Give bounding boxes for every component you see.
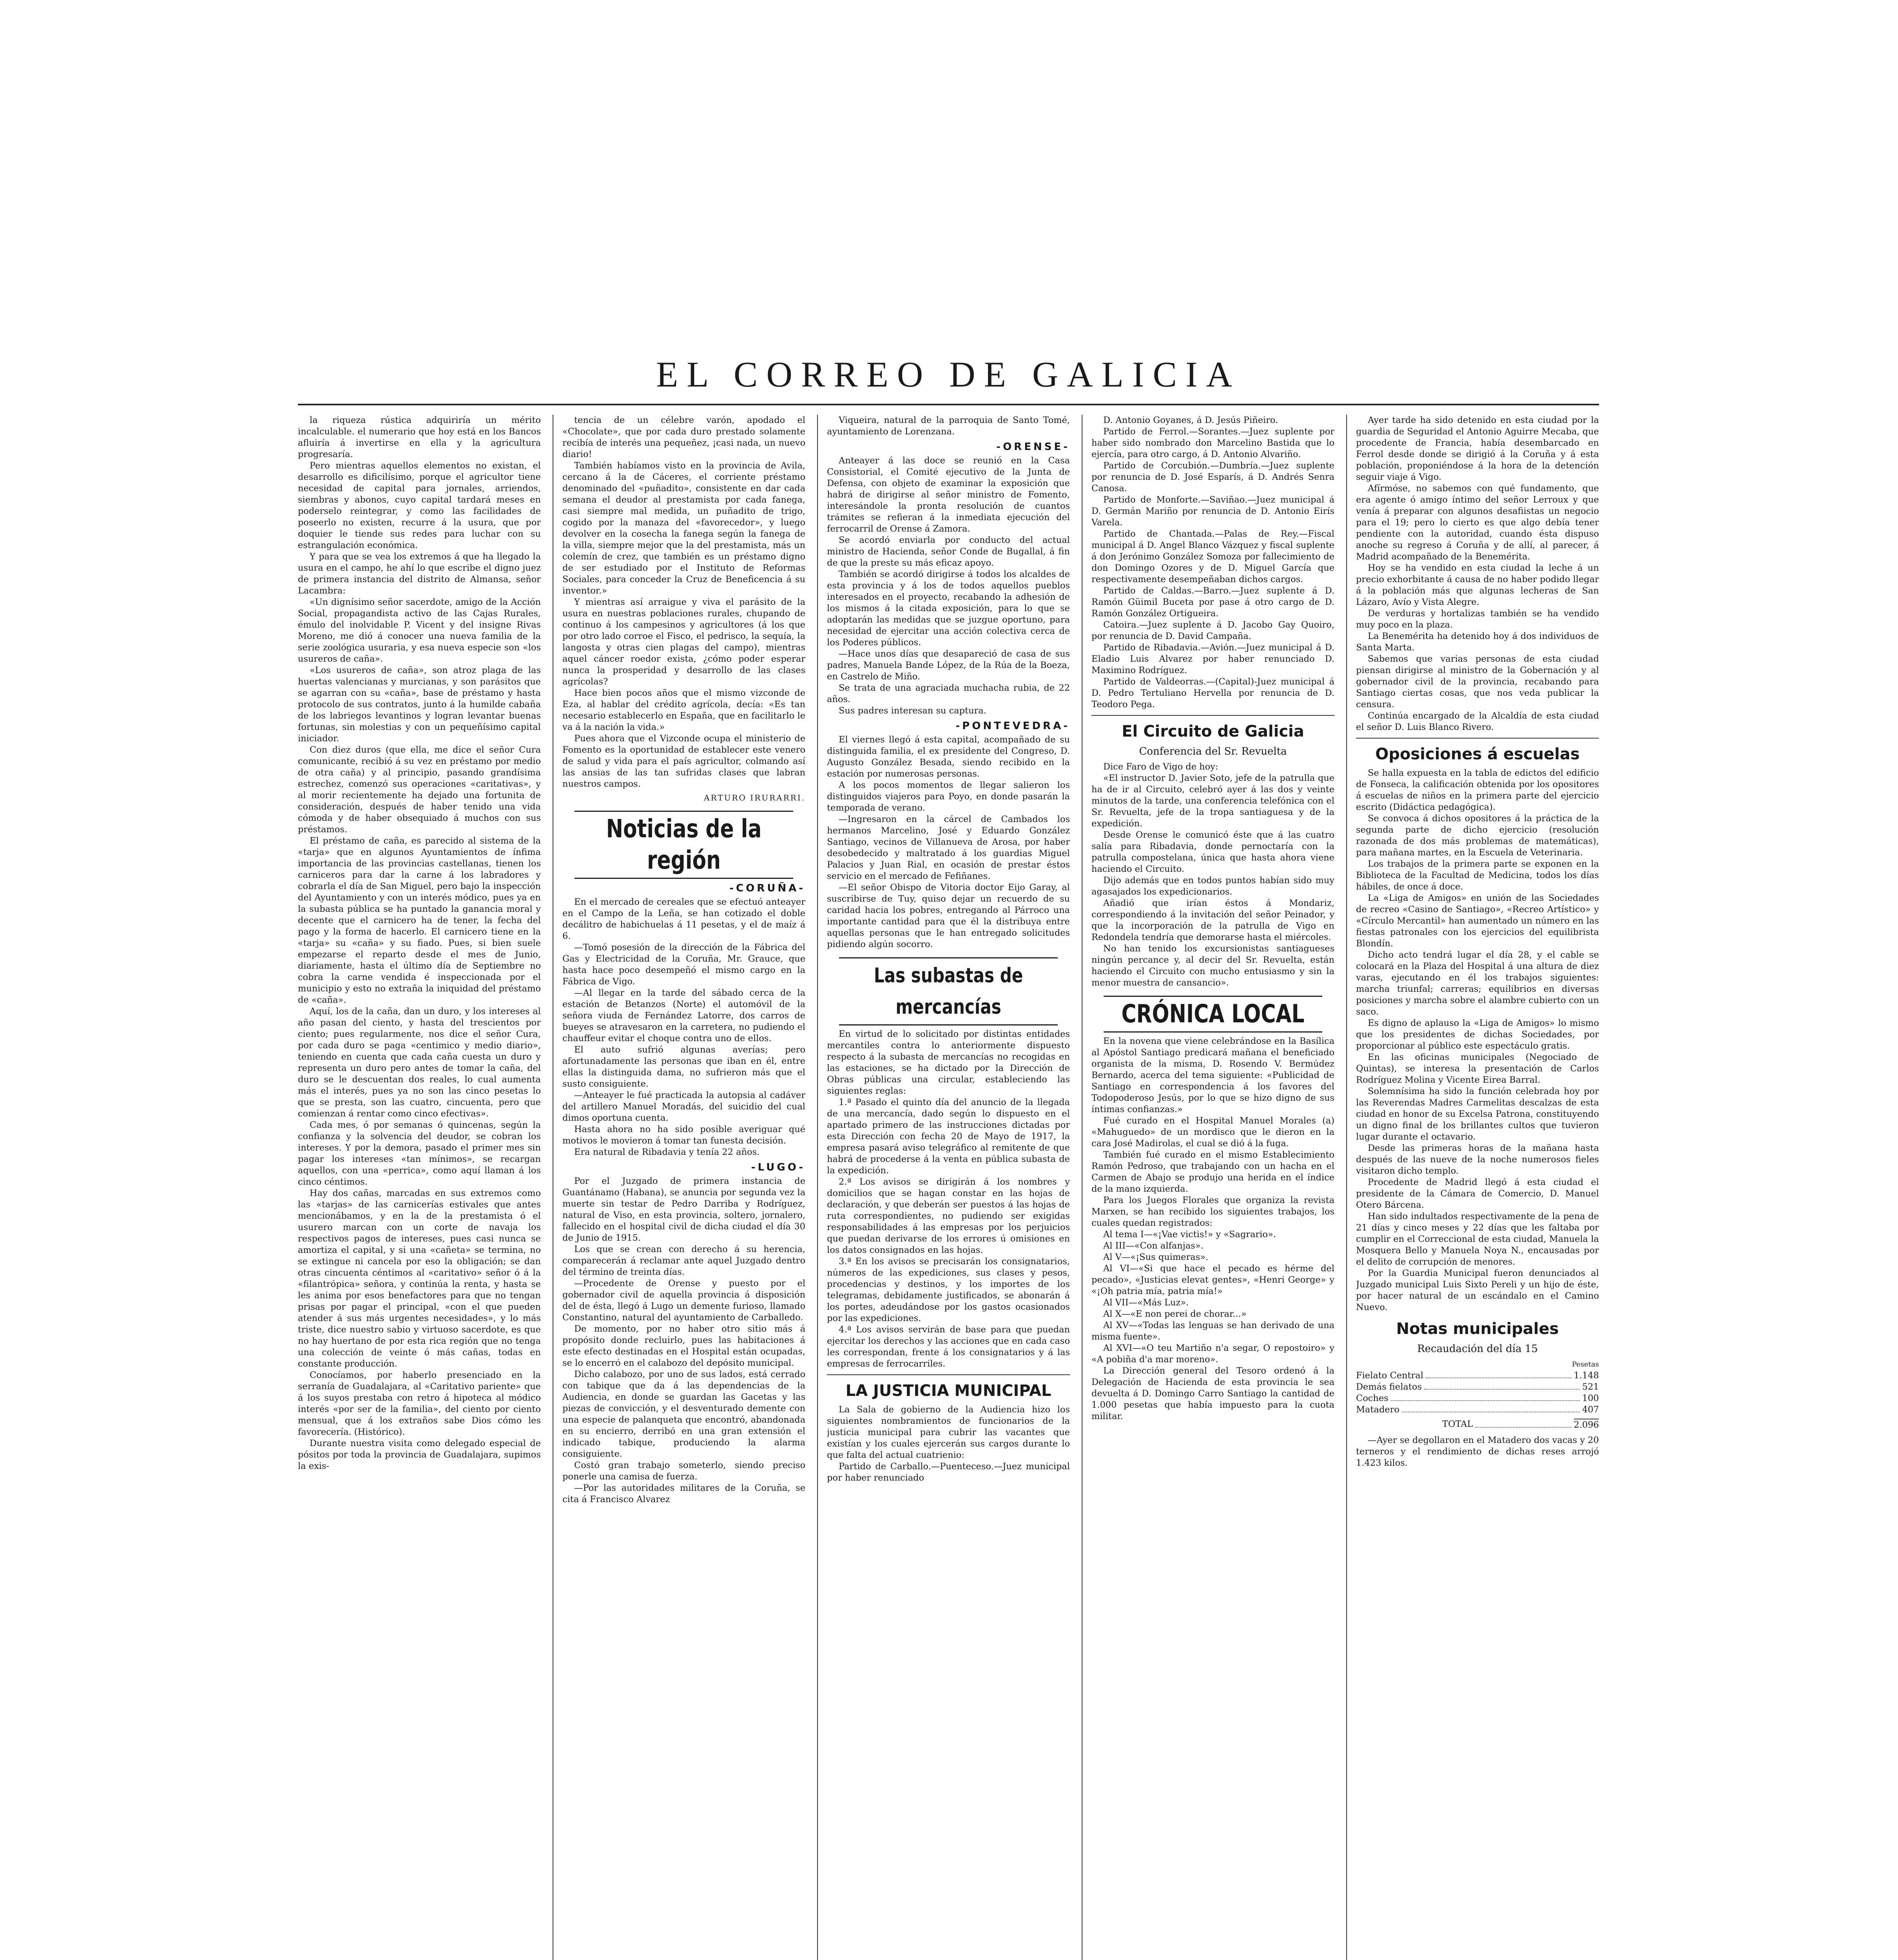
paragraph: Partido de Caldas.—Barro.—Juez suplente á D. Ramón Güimil Buceta por pase á otro cargo de D. Ramón González Ortigueira. — [1091, 586, 1334, 619]
paragraph: En el mercado de cereales que se efectuó anteayer en el Campo de la Leña, se han cotizado el doble decálitro de habichuelas á 11 pesetas, y el de maíz á 6. — [562, 897, 805, 941]
paragraph: Por el Juzgado de primera instancia de Guantánamo (Habana), se anuncia por segunda vez la muerte sin testar de Pedro Darriba y Rodríguez, natural de Viso, en esta provincia, soltero, jornalero, fallecido en el hospital civil de dicha ciudad el día 30 de Junio de 1915. — [562, 1176, 805, 1243]
paragraph: Dicho calabozo, por uno de sus lados, está cerrado con tabique que da á las dependencias de la Audiencia, en donde se guardan las Gacetas y las piezas de convicción, y el desventurado demente con una especie de palanqueta que encontró, abandonada en su encierro, derribó en una gran extensión el indicado tabique, produciendo la alarma consiguiente. — [562, 1369, 805, 1459]
paragraph: Los que se crean con derecho á su herencia, comparecerán á reclamar ante aquel Juzgado dentro del término de treinta días. — [562, 1244, 805, 1277]
article-signature: ARTURO IRURARRI. — [704, 793, 805, 802]
paragraph: 2.ª Los avisos se dirigirán á los nombres y domicilios que se hagan constar en las hojas de declaración, y que deberán ser puestos á las hojas de ruta correspondientes, no pudiendo ser exigidas responsabilidades á las empresas por los perjuicios que puedan derivarse de los errores ú omisiones en los datos consignados en las hojas. — [827, 1177, 1070, 1255]
paragraph: Por la Guardia Municipal fueron denunciados al Juzgado municipal Luis Sixto Pereli y un hijo de éste, por hacer natural de un escándalo en el Camino Nuevo. — [1356, 1268, 1599, 1312]
matadero-note: —Ayer se degollaron en el Matadero dos vacas y 20 terneros y el rendimiento de dichas reses arrojó 1.423 kilos. — [1356, 1435, 1599, 1468]
table-row — [1356, 1381, 1599, 1393]
table-row — [1356, 1393, 1599, 1404]
paragraph: Sus padres interesan su captura. — [839, 706, 986, 716]
paragraph: La Benemérita ha detenido hoy á dos individuos de Santa Marta. — [1356, 631, 1599, 653]
paragraph: Solemnísima ha sido la función celebrada hoy por las Reverendas Madres Carmelitas descalzas de esta ciudad en honor de su Excelsa Patrona, constituyendo un digno final de los brillantes cultos que tuvieron lugar durante el octavario. — [1356, 1086, 1599, 1142]
paragraph: También fué curado en el mismo Establecimiento Ramón Pedroso, que trabajando con un hacha en el Carmen de Abajo se produjo una herida en el índice de la mano izquierda. — [1091, 1150, 1334, 1194]
paragraph: —Al llegar en la tarde del sábado cerca de la estación de Betanzos (Norte) el automóvil de la señora viuda de Fernández Latorre, dos carros de bueyes se atravesaron en la carretera, no pudiendo el chauffeur evitar el choque contra uno de ellos. — [562, 988, 805, 1044]
paragraph: Y para que se vea los extremos á que ha llegado la usura en el campo, he ahí lo que escribe el digno juez de primera instancia del distrito de Almansa, señor Lacambra: — [298, 552, 541, 596]
column-3 — [827, 415, 1070, 1960]
paragraph: Hoy se ha vendido en esta ciudad la leche á un precio exhorbitante á causa de no haber podido llegar á la población más que algunas lecheras de San Lázaro, Avío y Vista Alegre. — [1356, 563, 1599, 607]
paragraph: Dice Faro de Vigo de hoy: — [1103, 762, 1218, 772]
paragraph: Al X—«E non perei de chorar...» — [1103, 1309, 1247, 1319]
paragraph: Fué curado en el Hospital Manuel Morales (a) «Mahuguedo» de un mordisco que le dieron en la cara José Madirolas, el cual se dió á la fuga. — [1091, 1116, 1334, 1149]
paragraph: Afírmóse, no sabemos con qué fundamento, que era agente ó amigo íntimo del señor Lerroux y que venía á preparar con algunos desafiistas un negocio para el 19; pero lo cierto es que algo debía tener pendiente con la autoridad, cuando ésta dispuso anoche su regreso á Coruña y de allí, al parecer, á Madrid acompañado de la Benemérita. — [1356, 483, 1599, 562]
paragraph: Para los Juegos Florales que organiza la revista Marxen, se han recibido los siguientes trabajos, los cuales quedan registrados: — [1091, 1195, 1334, 1228]
paragraph: Al VII—«Más Luz». — [1103, 1298, 1189, 1308]
paragraph: —Por las autoridades militares de la Coruña, se cita á Francisco Alvarez — [562, 1483, 805, 1504]
paragraph: Y mientras así arraigue y viva el parásito de la usura en nuestras poblaciones rurales, chupando de continuo á los campesinos y agricultores (á los que por otro lado corroe el Fisco, el pedrisco, la sequía, la langosta y otras cien plagas del campo), mientras aquel cáncer roedor exista, ¿cómo poder esperar nunca la prosperidad y desarrollo de las clases agrícolas? — [562, 597, 805, 687]
row-value: 521 — [1582, 1382, 1599, 1392]
paragraph: No han tenido los excursionistas santiagueses ningún percance y, al decir del Sr. Revuelta, están haciendo el Circuito con mucho entusiasmo y sin la menor muestra de cansancio». — [1091, 944, 1334, 988]
paragraph: —Procedente de Orense y puesto por el gobernador civil de aquella provincia á disposición del de ésta, llegó á Lugo un demente furioso, llamado Constantino, natural del ayuntamiento de Carballedo. — [562, 1278, 805, 1323]
paragraph: Conocíamos, por haberlo presenciado en la serranía de Guadalajara, al «Caritativo pariente» que á los suyos prestaba con retro á hipoteca al módico interés «por ser de la familia», del ciento por ciento mensual, que á los extraños sabe Dios cómo les favorecería. (Histórico). — [298, 1370, 541, 1437]
paragraph: Se trata de una agraciada muchacha rubia, de 22 años. — [827, 683, 1070, 704]
paragraph: la riqueza rústica adquiriría un mérito incalculable. el numerario que hoy está en los Bancos afluiría á invertirse en ella y la agricultura progresaría. — [298, 415, 541, 459]
paragraph: De momento, por no haber otro sitio más á propósito donde recluirlo, pues las habitaciones á este efecto destinadas en el Hospital están ocupadas, se lo encerró en el calabozo del depósito municipal. — [562, 1324, 805, 1368]
news-coruna — [562, 897, 805, 1158]
column-4 — [1091, 415, 1334, 1960]
section-heading-circuito: El Circuito de Galicia — [1122, 722, 1304, 740]
paragraph: «Un dignísimo señor sacerdote, amigo de la Acción Social, propagandista activo de las Cajas Rurales, émulo del inolvidable P. Vicent y del insigne Rivas Moreno, me dió á conocer una nueva familia de la serie zoológica usuraria, y esa nueva especie son «los usureros de caña». — [298, 597, 541, 664]
paragraph: Al VI—«Si que hace el pecado es hérme del pecado», «Justicias elevat gentes», «Henri George» y «¡Oh patria mía, patria mía!» — [1091, 1263, 1334, 1296]
paragraph: La Dirección general del Tesoro ordenó á la Delegación de Hacienda de esta provincia le sea devuelta á D. Domingo Carro Santiago la cantidad de 1.000 pesetas que había impuesto para la cuota militar. — [1091, 1366, 1334, 1421]
table-row — [1356, 1404, 1599, 1416]
article-cronica — [1091, 1036, 1334, 1422]
paragraph: Al tema I—«¡Vae victis!» y «Sagrario». — [1103, 1229, 1276, 1240]
news-lugo-continued — [827, 415, 1070, 437]
paragraph: Se acordó enviarla por conducto del actual ministro de Hacienda, señor Conde de Bugallal, á fin de que la preste su más eficaz apoyo. — [827, 535, 1070, 568]
paragraph: También habíamos visto en la provincia de Avila, cercano á la de Cáceres, el corriente préstamo denominado del «puñadito», consistente en dar cada semana el deudor al prestamista por cada fanega, casi siempre mal medida, un puñadito de trigo, cogido por la manaza del «favorecedor», y luego devolver en la cosecha la fanega según la fanega de la villa, siempre mejor que la del prestamista, más un colemín de crez, que también es un préstamo digno de ser estudiado por el Instituto de Reformas Sociales, para conceder la Cruz de Beneficencia á su inventor.» — [562, 461, 805, 596]
total-label: TOTAL — [1442, 1419, 1473, 1429]
paragraph: En las oficinas municipales (Negociado de Quintas), se interesa la presentación de Carlos Rodríguez Molina y Vicente Eirea Barral. — [1356, 1052, 1599, 1085]
paragraph: Dijo además que en todos puntos habían sido muy agasajados los expedicionarios. — [1091, 875, 1334, 897]
masthead: EL CORREO DE GALICIA — [656, 354, 1241, 394]
article-subastas — [827, 1029, 1070, 1370]
row-value: 1.148 — [1574, 1370, 1599, 1381]
column-divider — [1346, 415, 1347, 1960]
paragraph: Se convoca á dichos opositores á la práctica de la segunda parte de dicho ejercicio (resolución razonada de dos más problemas de matemáticas), para mañana martes, en la Escuela de Veterinaria. — [1356, 813, 1599, 858]
paragraph: De verduras y hortalizas también se ha vendido muy poco en la plaza. — [1356, 608, 1599, 630]
article-local-news — [1356, 415, 1599, 733]
paragraph: También se acordó dirigirse á todos los alcaldes de esta provincia y á los de todos aquellos pueblos interesados en el proyecto, recabando la adhesión de los mismos á la citada exposición, para lo que se adoptarán las medidas que se juzgue oportuno, para necesidad de ejercitar una acción colectiva cerca de los Poderes públicos. — [827, 569, 1070, 648]
paragraph: Desde las primeras horas de la mañana hasta después de las nueve de la noche numerosos fieles visitaron dicho templo. — [1356, 1143, 1599, 1176]
section-heading-cronica: CRÓNICA LOCAL — [1104, 996, 1322, 1033]
paragraph: Hace bien pocos años que el mismo vizconde de Eza, al hablar del crédito agrícola, decía: «Es tan necesario establecerlo en España, que en facilitarlo le va á la nación la vida.» — [562, 688, 805, 732]
subheading-recaudacion: Recaudación del día 15 — [1417, 1343, 1538, 1355]
paragraph: Partido de Valdeorras.—(Capital)-Juez municipal á D. Pedro Tertuliano Hervella por renuncia de D. Teodoro Pega. — [1091, 677, 1334, 710]
row-label: Coches — [1356, 1393, 1389, 1403]
news-lugo — [562, 1176, 805, 1505]
article-circuito — [1091, 761, 1334, 989]
paragraph: Añadió que irían éstos á Mondariz, correspondiendo á la invitación del señor Peinador, y que la incorporación de la patrulla de Vigo en Redondela tendría que demorarse hasta el miércoles. — [1091, 898, 1334, 942]
section-heading-noticias: Noticias de la región — [575, 811, 793, 879]
paragraph: Viqueira, natural de la parroquia de Santo Tomé, ayuntamiento de Lorenzana. — [827, 415, 1070, 437]
paragraph: —Ingresaron en la cárcel de Cambados los hermanos Marcelino, José y Eduardo González Santiago, vecinos de Villanueva de Arosa, por haber desobedecido y maltratado á los guardias Miguel Palacios y Juan Rial, en ocasión de prestar éstos servicio en el mercado de Fefiñanes. — [827, 814, 1070, 881]
pesetas-label: Pesetas — [1572, 1360, 1599, 1368]
paragraph: Se halla expuesta en la tabla de edictos del edificio de Fonseca, la calificación obtenida por los opositores á escuelas de niños en la primera parte del ejercicio escrito (Didáctica pedagógica). — [1356, 768, 1599, 812]
paragraph: La «Liga de Amigos» en unión de las Sociedades de recreo «Casino de Santiago», «Recreo Artístico» y «Círculo Mercantil» han aumentado un número en las fiestas patronales con los ejercicios del equilibrista Blondín. — [1356, 893, 1599, 949]
newspaper-page — [298, 345, 1599, 1960]
paragraph: Partido de Corcubión.—Dumbría.—Juez suplente por renuncia de D. José Esparís, á D. Andrés Senra Canosa. — [1091, 461, 1334, 494]
paragraph: Los trabajos de la primera parte se exponen en la Biblioteca de la Facultad de Medicina, todos los días hábiles, de once á doce. — [1356, 859, 1599, 892]
paragraph: Partido de Chantada.—Palas de Rey.—Fiscal municipal á D. Angel Blanco Vázquez y fiscal suplente á don Jerónimo González Somoza por fallecimiento de don Domingo Ozores y de D. Miguel García que respectivamente desempeñaban dichos cargos. — [1091, 529, 1334, 584]
paragraph: Han sido indultados respectivamente de la pena de 21 días y cinco meses y 22 días que les faltaba por cumplir en el Correccional de esta ciudad, Manuela la Mosquera Bello y Manuela Noya N., encausadas por el delito de corrupción de menores. — [1356, 1211, 1599, 1267]
paragraph: D. Antonio Goyanes, á D. Jesús Piñeiro. — [1103, 415, 1278, 425]
masthead-rule — [298, 404, 1599, 405]
column-divider — [817, 415, 818, 1960]
paragraph: Es digno de aplauso la «Liga de Amigos» lo mismo que los presidentes de dichas Sociedades, por proporcionar al público este espectáculo gratis. — [1356, 1018, 1599, 1051]
paragraph: Partido de Ribadavia.—Avión.—Juez municipal á D. Eladio Luis Alvarez por haber renunciado D. Maximino Rodríguez. — [1091, 642, 1334, 675]
paragraph: Cada mes, ó por semanas ó quincenas, según la confianza y la solvencia del deudor, se cobran los intereses. Y por la demora, pasado el primer mes sin pagar los intereses «tan mínimos», se recargan aquellos, con una «perrica», como aquí llaman á los cinco céntimos. — [298, 1120, 541, 1187]
paragraph: Partido de Monforte.—Saviñao.—Juez municipal á D. Germán Mariño por renuncia de D. Antonio Eirís Varela. — [1091, 495, 1334, 528]
section-heading-justicia: LA JUSTICIA MUNICIPAL — [845, 1382, 1051, 1400]
news-pontevedra — [827, 734, 1070, 950]
table-total-row — [1356, 1419, 1599, 1431]
paragraph: Pues ahora que el Vizconde ocupa el ministerio de Fomento es la oportunidad de establecer este venero de salud y vida para el país agricultor, colmando así las ansias de las tan sufridas clases que labran nuestros campos. — [562, 733, 805, 789]
article-oposiciones — [1356, 768, 1599, 1313]
paragraph: El viernes llegó á esta capital, acompañado de su distinguida familia, el ex presidente del Congreso, D. Augusto González Besada, siendo recibido en la estación por numerosas personas. — [827, 735, 1070, 779]
paragraph: —El señor Obispo de Vitoria doctor Eijo Garay, al suscribirse de Tuy, quiso dejar un recuerdo de su caridad hacia los pobres, entregando al Párroco una importante cantidad para que él la distribuya entre aquellas personas que le han entregado solicitudes pidiendo algún socorro. — [827, 882, 1070, 949]
paragraph: «El instructor D. Javier Soto, jefe de la patrulla que ha de ir al Circuito, celebró ayer á las dos y veinte minutos de la tarde, una conferencia telefónica con el Sr. Revuelta, jefe de la tropa santiaguesa y de la expedición. — [1091, 773, 1334, 829]
paragraph: Aquí, los de la caña, dan un duro, y los intereses al año pasan del ciento, y hasta del trescientos por ciento; pues regularmente, nos dice el señor Cura, por cada duro se paga «centimico y medio diario», teniendo en cuenta que cada caña cuesta un duro y representa un duro pero antes de tomar la caña, del duro se le descuentan dos reales, lo cual aumenta más el interés, pues ya no son las cinco pesetas lo que se presta, son las cuatro, cincuenta, pero que comienzan á rentar como cinco efectivas». — [298, 1006, 541, 1119]
paragraph: 3.ª En los avisos se precisarán los consignatarios, números de las expediciones, sus clases y pesos, procedencias y destinos, y los importes de los telegramas, debidamente justificados, se abonarán á los portes, adeudándose por los gastos ocasionados por las expediciones. — [827, 1256, 1070, 1323]
paragraph: Catoira.—Juez suplente á D. Jacobo Gay Quoiro, por renuncia de D. David Campaña. — [1091, 620, 1334, 641]
paragraph: Sabemos que varias personas de esta ciudad piensan dirigirse al ministro de la Gobernación y al gobernador civil de la provincia, recabando para Santiago ciertas cosas, que nos veda publicar la censura. — [1356, 654, 1599, 710]
paragraph: Desde Orense le comunicó éste que á las cuatro salía para Ribadavia, donde pernoctaría con la patrulla compostelana, única que hasta ahora viene haciendo el Circuito. — [1091, 830, 1334, 874]
row-label: Matadero — [1356, 1405, 1399, 1415]
article-justicia-continued — [1091, 415, 1334, 710]
column-5 — [1356, 415, 1599, 1960]
paragraph: El auto sufrió algunas averías; pero afortunadamente las personas que iban en él, entre ellas la distinguida dama, no sufrieron más que el susto consiguiente. — [562, 1045, 805, 1089]
paragraph: La Sala de gobierno de la Audiencia hizo los siguientes nombramientos de funcionarios de la justicia municipal para cubrir las vacantes que existían y los cuales ejercerán sus cargos durante lo que falta del actual cuatrienio: — [827, 1405, 1070, 1460]
dateline-pontevedra: -PONTEVEDRA- — [955, 720, 1070, 732]
total-value: 2.096 — [1574, 1419, 1599, 1431]
section-heading-subastas: Las subastas de mercancías — [839, 957, 1058, 1025]
paragraph: —Hace unos días que desapareció de casa de sus padres, Manuela Bande López, de la Rúa de la Boeza, en Castrelo de Miño. — [827, 649, 1070, 682]
paragraph: Partido de Ferrol.—Sorantes.—Juez suplente por haber sido nombrado don Marcelino Bastida que lo ejercía, para otro cargo, á D. Antonio Alvariño. — [1091, 426, 1334, 459]
subheading-conferencia: Conferencia del Sr. Revuelta — [1139, 746, 1287, 757]
divider-rule — [1091, 715, 1334, 716]
paragraph: tencia de un célebre varón, apodado el «Chocolate», que por cada duro prestado solamente recibía de interés una pequeñez, ¡casi nada, un nuevo diario! — [562, 415, 805, 459]
paragraph: En virtud de lo solicitado por distintas entidades mercantiles contra lo anteriormente dispuesto respecto á la subasta de mercancías no recogidas en las estaciones, se ha dictado por la Dirección de Obras públicas una circular, estableciendo las siguientes reglas: — [827, 1029, 1070, 1096]
paragraph: Al III—«Con alfanjas». — [1103, 1241, 1204, 1251]
paragraph: Ayer tarde ha sido detenido en esta ciudad por la guardia de Seguridad el Antonio Aguirre Mecaba, que procedente de Francia, había desembarcado en Ferrol desde donde se dirigió á la Coruña y á esta población, proponiéndose á la hora de la detención seguir viaje á Vigo. — [1356, 415, 1599, 482]
paragraph: Procedente de Madrid llegó á esta ciudad el presidente de la Cámara de Comercio, D. Manuel Otero Bárcena. — [1356, 1177, 1599, 1210]
paragraph: Al XV—«Todas las lenguas se han derivado de una misma fuente». — [1091, 1320, 1334, 1342]
article-justicia — [827, 1404, 1070, 1484]
paragraph: Durante nuestra visita como delegado especial de pósitos por toda la provincia de Guadalajara, supimos la exis- — [298, 1438, 541, 1471]
paragraph: Con diez duros (que ella, me dice el señor Cura comunicante, recibió á su vez en préstamo por medio de otra caña) y al principio, pasando grandísima estrechez, comenzó sus operaciones «caritativas», y al morir recientemente ha dejado una fortunita de consideración, después de haber tenido una vida cómoda y de haber obsequiado á muchos con sus préstamos. — [298, 745, 541, 835]
paragraph: Anteayer á las doce se reunió en la Casa Consistorial, el Comité ejecutivo de la Junta de Defensa, con objeto de examinar la exposición que habrá de dirigirse al señor ministro de Fomento, interesándole la pronta resolución de cuantos trámites se refieran á la inmediata ejecución del ferrocarril de Orense á Zamora. — [827, 456, 1070, 534]
paragraph: 4.ª Los avisos servirán de base para que puedan ejercitar los derechos y las acciones que en cada caso les correspondan, frente á los consignatarios y á las empresas de ferrocarriles. — [827, 1325, 1070, 1369]
row-value: 100 — [1582, 1393, 1599, 1403]
paragraph: Pero mientras aquellos elementos no existan, el desarrollo es dificilísimo, porque el agricultor tiene necesidad de capital para jornales, arriendos, siembras y abonos, cuyo capital tardará meses en poderselo reintegrar, y como las facilidades de poseerlo no existen, recurre á la usura, que por doquier le tiende sus redes para luchar con su estrangulación económica. — [298, 461, 541, 550]
column-1 — [298, 415, 541, 1960]
paragraph: 1.ª Pasado el quinto día del anuncio de la llegada de una mercancía, dado según lo dispuesto en el apartado primero de las instrucciones dictadas por esta Dirección con fecha 20 de Mayo de 1917, la empresa pasará aviso telegráfico al remitente de que habrá de procederse á la venta en pública subasta de la expedición. — [827, 1097, 1070, 1176]
paragraph: —Anteayer le fué practicada la autopsia al cadáver del artillero Manuel Moradás, del suicidio del cual dimos oportuna cuenta. — [562, 1090, 805, 1123]
paragraph: Al XVI—«O teu Martiño n'a segar, O repostoiro» y «A pobiña d'a mar moreno». — [1091, 1343, 1334, 1365]
article-usura — [298, 415, 541, 1472]
paragraph: Continúa encargado de la Alcaldía de esta ciudad el señor D. Luis Blanco Rivero. — [1356, 711, 1599, 732]
paragraph: Hasta ahora no ha sido posible averiguar qué motivos le movieron á tomar tan funesta decisión. — [562, 1124, 805, 1146]
dateline-orense: -ORENSE- — [996, 441, 1070, 453]
row-label: Fielato Central — [1356, 1370, 1423, 1381]
dateline-lugo: -LUGO- — [751, 1161, 805, 1173]
paragraph: El préstamo de caña, es parecido al sistema de la «tarja» que en algunos Ayuntamientos de ínfima importancia de las provincias castellanas, tienen los carniceros para dar la carne á los labradores y cobrarla el día de San Miguel, pero bajo la inspección del Ayuntamiento y con un interés módico, pues ya en la subasta pública se ha puntado la ganancia moral y decente que el carnicero ha de tener, la fecha del pago y la forma de hacerlo. El carnicero tiene en la «tarja» su «caña» y su fiado. Pues, si bien suele empezarse el reparto desde el mes de Junio, diariamente, hasta el último día de Septiembre no cobra la carne vendida é inspeccionada por el municipio y esto no extraña la iniquidad del préstamo de «caña». — [298, 836, 541, 1005]
column-2 — [562, 415, 805, 1960]
paragraph: Partido de Carballo.—Puenteceso.—Juez municipal por haber renunciado — [827, 1461, 1070, 1483]
paragraph: En la novena que viene celebrándose en la Basílica al Apóstol Santiago predicará mañana el beneficiado organista de la misma, D. Rosendo V. Bermúdez Bernardo, acerca del tema siguiente: «Publicidad de Santiago en correspondencia á los favores del Todopoderoso Jesús, por lo que se hizo digno de sus íntimas confianzas.» — [1091, 1036, 1334, 1114]
divider-rule — [1356, 738, 1599, 739]
news-orense — [827, 455, 1070, 717]
paragraph: «Los usureros de caña», son atroz plaga de las huertas valencianas y murcianas, y son parásitos que se agarran con su «caña», base de préstamo y hasta protocolo de sus contratos, junto á la humilde cabaña de los labriegos levantinos y logran levantar buenas fortunas, sin molestias y con un pequeñísimo capital iniciador. — [298, 665, 541, 744]
recaudacion-table — [1356, 1370, 1599, 1431]
row-label: Demás fielatos — [1356, 1382, 1422, 1392]
paragraph: Al V—«¡Sus quimeras». — [1103, 1252, 1209, 1262]
paragraph: Costó gran trabajo someterlo, siendo preciso ponerle una camisa de fuerza. — [562, 1460, 805, 1482]
paragraph: —Tomó posesión de la dirección de la Fábrica del Gas y Electricidad de la Coruña, Mr. Grauce, que hasta hace poco desempeñó el mismo cargo en la Fábrica de Vigo. — [562, 942, 805, 987]
row-value: 407 — [1582, 1405, 1599, 1415]
paragraph: Era natural de Ribadavia y tenía 22 años. — [574, 1147, 760, 1157]
paragraph: Dicho acto tendrá lugar el día 28, y el cable se colocará en la Plaza del Hospital á una altura de diez varas, ejecutando en él los trabajos siguientes: marcha triunfal; carreras; equilibrios en diversas posiciones y marcha sobre el alambre cubierto con un saco. — [1356, 950, 1599, 1017]
paragraph: A los pocos momentos de llegar salieron los distinguidos viajeros para Poyo, en donde pasarán la temporada de verano. — [827, 780, 1070, 813]
paragraph: Hay dos cañas, marcadas en sus extremos como las «tarjas» de las carnicerías estivales que antes mencionábamos, y en la de la prestamista ó el usurero marcan con un corte de navaja los respectivos pagos de intereses, pues casi nunca se amortiza el capital, y si una «cañeta» se termina, no se extingue ni cancela por eso la obligación; se dan otras cincuenta céntimos al «caritativo» señor ó á la «filantrópica» señora, y continúa la renta, y hasta se les anima por esos benefactores para que no tengan prisas por pagar el principal, «con el que pueden atender á sus más urgentes necesidades», y lo más triste, dice nuestro sabio y virtuoso sacerdote, es que no hay huertano de por esta rica región que no tenga una colección de veinte ó más cañas, todas en constante producción. — [298, 1188, 541, 1369]
section-heading-notas: Notas municipales — [1396, 1320, 1559, 1338]
dateline-coruna: -CORUÑA- — [729, 882, 805, 894]
table-row — [1356, 1370, 1599, 1381]
article-usura-continued — [562, 415, 805, 790]
section-heading-oposiciones: Oposiciones á escuelas — [1375, 745, 1580, 763]
divider-rule — [827, 1374, 1070, 1375]
